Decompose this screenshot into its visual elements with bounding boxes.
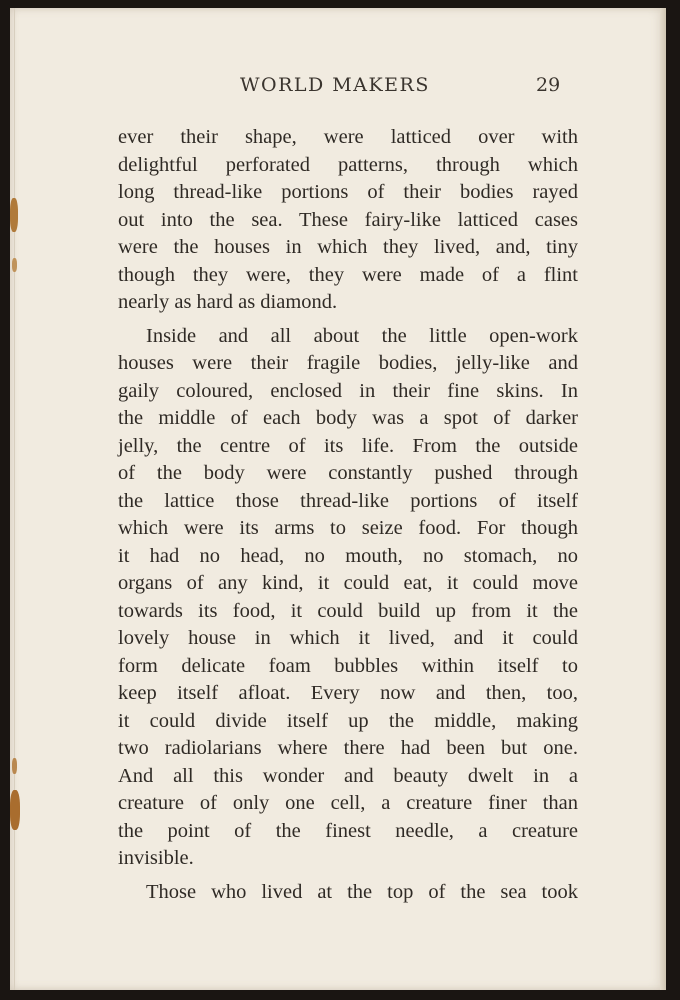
text-line: the middle of each body was a spot of darker	[118, 407, 578, 429]
text-line: Those who lived at the top of the sea took	[146, 880, 578, 903]
gutter-line	[14, 8, 15, 990]
page-number: 29	[536, 74, 561, 96]
text-line: gaily coloured, enclosed in their fine skins. In	[118, 379, 578, 402]
page-edge	[660, 8, 666, 990]
binding-stain	[12, 258, 17, 272]
text-line: houses were their fragile bodies, jelly-like and	[118, 352, 578, 374]
text-line: long thread-like portions of their bodies rayed	[118, 181, 578, 203]
text-line: two radiolarians where there had been but one.	[118, 737, 578, 759]
text-line: delightful perforated patterns, through which	[118, 153, 578, 176]
text-line: the lattice those thread-like portions of itself	[118, 489, 578, 512]
text-line: were the houses in which they lived, and, tiny	[118, 236, 578, 258]
text-line: creature of only one cell, a creature finer than	[118, 792, 578, 814]
text-line: which were its arms to seize food. For though	[118, 517, 578, 539]
paragraph-1	[118, 124, 578, 317]
text-line: form delicate foam bubbles within itself to	[118, 654, 578, 677]
text-line: Inside and all about the little open-work	[146, 324, 578, 347]
text-line: organs of any kind, it could eat, it could move	[118, 572, 578, 594]
text-line: invisible.	[118, 847, 194, 869]
text-line: towards its food, it could build up from it the	[118, 599, 578, 622]
text-line: the point of the finest needle, a creature	[118, 819, 578, 842]
book-page	[10, 8, 666, 990]
binding-stain	[10, 198, 18, 232]
text-line: nearly as hard as diamond.	[118, 291, 338, 313]
binding-stain	[12, 758, 17, 774]
text-line: of the body were constantly pushed through	[118, 462, 578, 484]
body-text	[118, 124, 578, 906]
binding-stain	[10, 790, 20, 830]
text-line: And all this wonder and beauty dwelt in a	[118, 764, 578, 787]
text-line: it could divide itself up the middle, making	[118, 709, 578, 732]
running-head: WORLD MAKERS	[240, 74, 430, 96]
text-line: though they were, they were made of a flint	[118, 263, 578, 286]
page-header	[10, 74, 666, 104]
text-line: keep itself afloat. Every now and then, too,	[118, 682, 578, 704]
text-line: ever their shape, were latticed over with	[118, 126, 578, 148]
text-line: it had no head, no mouth, no stomach, no	[118, 544, 578, 567]
text-line: lovely house in which it lived, and it could	[118, 627, 578, 649]
text-line: jelly, the centre of its life. From the outside	[118, 434, 578, 457]
text-line: out into the sea. These fairy-like latticed cases	[118, 208, 578, 231]
paragraph-3	[118, 879, 578, 907]
paragraph-2	[118, 323, 578, 873]
